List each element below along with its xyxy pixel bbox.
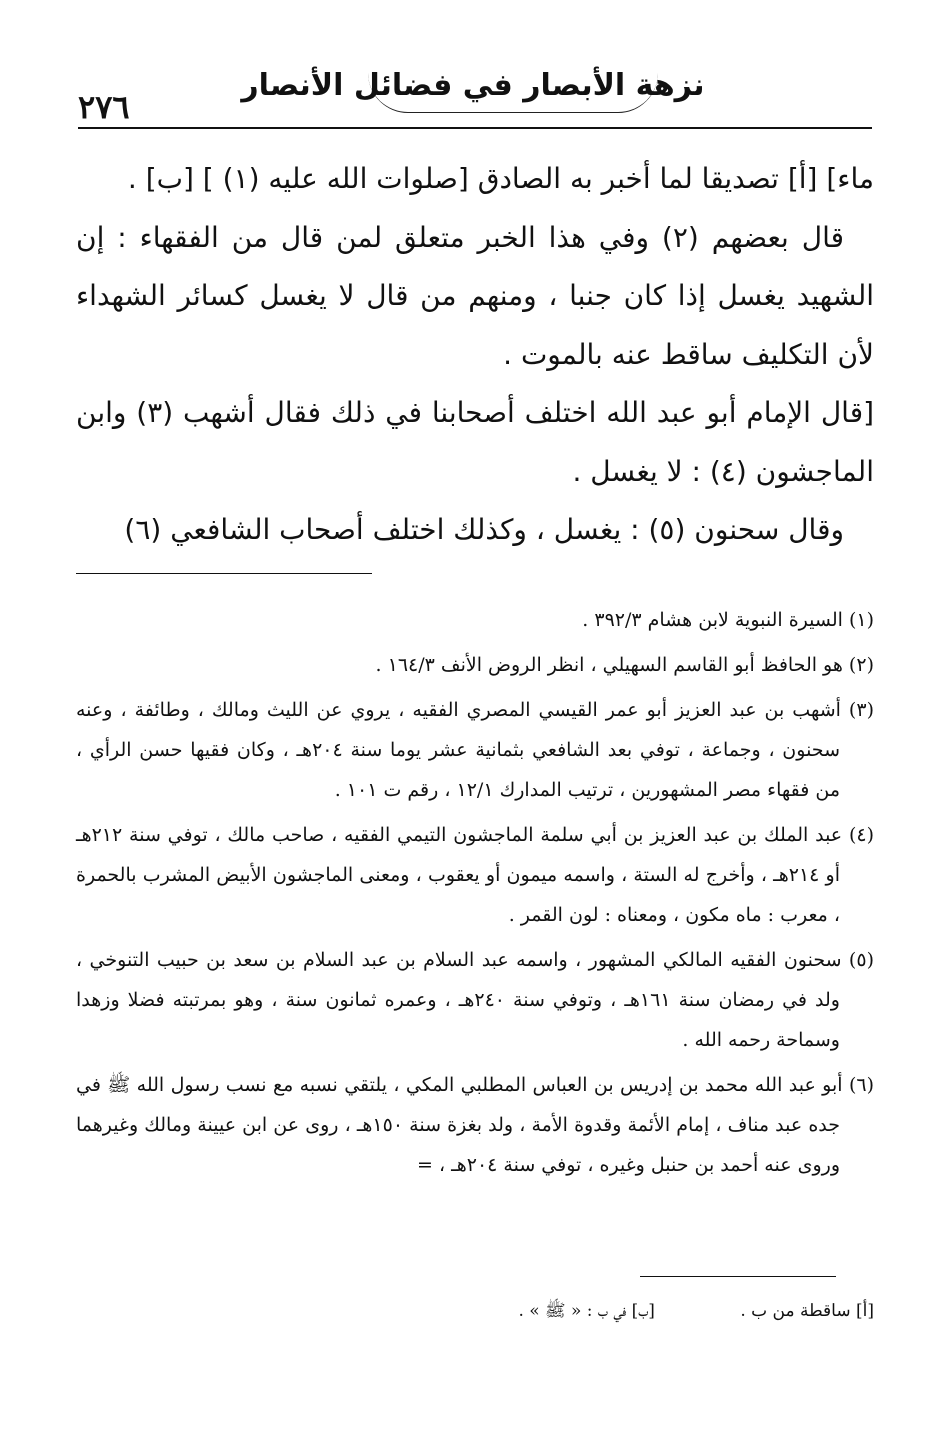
paragraph: ماء] [أ] تصديقا لما أخبر به الصادق [صلوات الله عليه (١) ] [ب] . — [127, 162, 874, 195]
page-number: ٢٧٦ — [78, 88, 130, 126]
editorial-note: [أ] ساقطة من ب . — [740, 1301, 874, 1321]
footnote: (٣) أشهب بن عبد العزيز أبو عمر القيسي المصري الفقيه ، يروي عن الليث ومالك ، وطائفة ، وعنه سحنون ، وجماعة ، توفي بعد الشافعي بثمانية عشر يوما سنة ٢٠٤هـ ، وكان فقيها حسن الرأي ، من فقهاء مصر المشهورين ، ترتيب المدارك ١٢/١ ، رقم ت ١٠١ . — [76, 699, 874, 801]
page-header — [78, 54, 868, 134]
editorial-notes — [76, 1300, 874, 1325]
footnotes — [76, 600, 874, 1190]
header-rule — [78, 127, 872, 129]
footnote: (٥) سحنون الفقيه المالكي المشهور ، واسمه عبد السلام بن عبد السلام بن سعد بن حبيب التنوخي ، ولد في رمضان سنة ١٦١هـ ، وتوفي سنة ٢٤٠هـ ، وعمره ثمانون سنة ، وهو بمرتبته فضلا وزهدا وسماحة رحمه الله . — [76, 949, 874, 1051]
footnote-separator — [76, 573, 372, 574]
footnote: (٤) عبد الملك بن عبد العزيز بن أبي سلمة الماجشون التيمي الفقيه ، صاحب مالك ، توفي سنة ٢١٢هـ أو ٢١٤هـ ، وأخرج له الستة ، واسمه ميمون أو يعقوب ، ومعنى الماجشون الأبيض المشرب بالحمرة ، معرب : ماه مكون ، ومعناه : لون القمر . — [76, 824, 874, 926]
footnote: (٢) هو الحافظ أبو القاسم السهيلي ، انظر الروض الأنف ١٦٤/٣ . — [375, 654, 874, 676]
main-text — [76, 150, 874, 560]
editorial-note: [ب] في ب : « ﷺ » . — [518, 1301, 655, 1321]
editorial-separator — [640, 1276, 836, 1277]
footnote: (٦) أبو عبد الله محمد بن إدريس بن العباس المطلبي المكي ، يلتقي نسبه مع نسب رسول الله ﷺ في جده عبد مناف ، إمام الأئمة وقدوة الأمة ، ولد بغزة سنة ١٥٠هـ ، روى عن ابن عيينة ومالك وغيرهما وروى عنه أحمد بن حنبل وغيره ، توفي سنة ٢٠٤هـ ، = — [76, 1074, 874, 1176]
paragraph: قال بعضهم (٢) وفي هذا الخبر متعلق لمن قال من الفقهاء : إن الشهيد يغسل إذا كان جنبا ، ومنهم من قال لا يغسل كسائر الشهداء لأن التكليف ساقط عنه بالموت . — [76, 220, 874, 371]
paragraph: [قال الإمام أبو عبد الله اختلف أصحابنا في ذلك فقال أشهب (٣) وابن الماجشون (٤) : لا يغسل . — [76, 396, 875, 488]
running-title: نزهة الأبصار في فضائل الأنصار — [241, 68, 705, 103]
footnote: (١) السيرة النبوية لابن هشام ٣٩٢/٣ . — [582, 609, 874, 631]
paragraph: وقال سحنون (٥) : يغسل ، وكذلك اختلف أصحاب الشافعي (٦) — [124, 513, 844, 546]
